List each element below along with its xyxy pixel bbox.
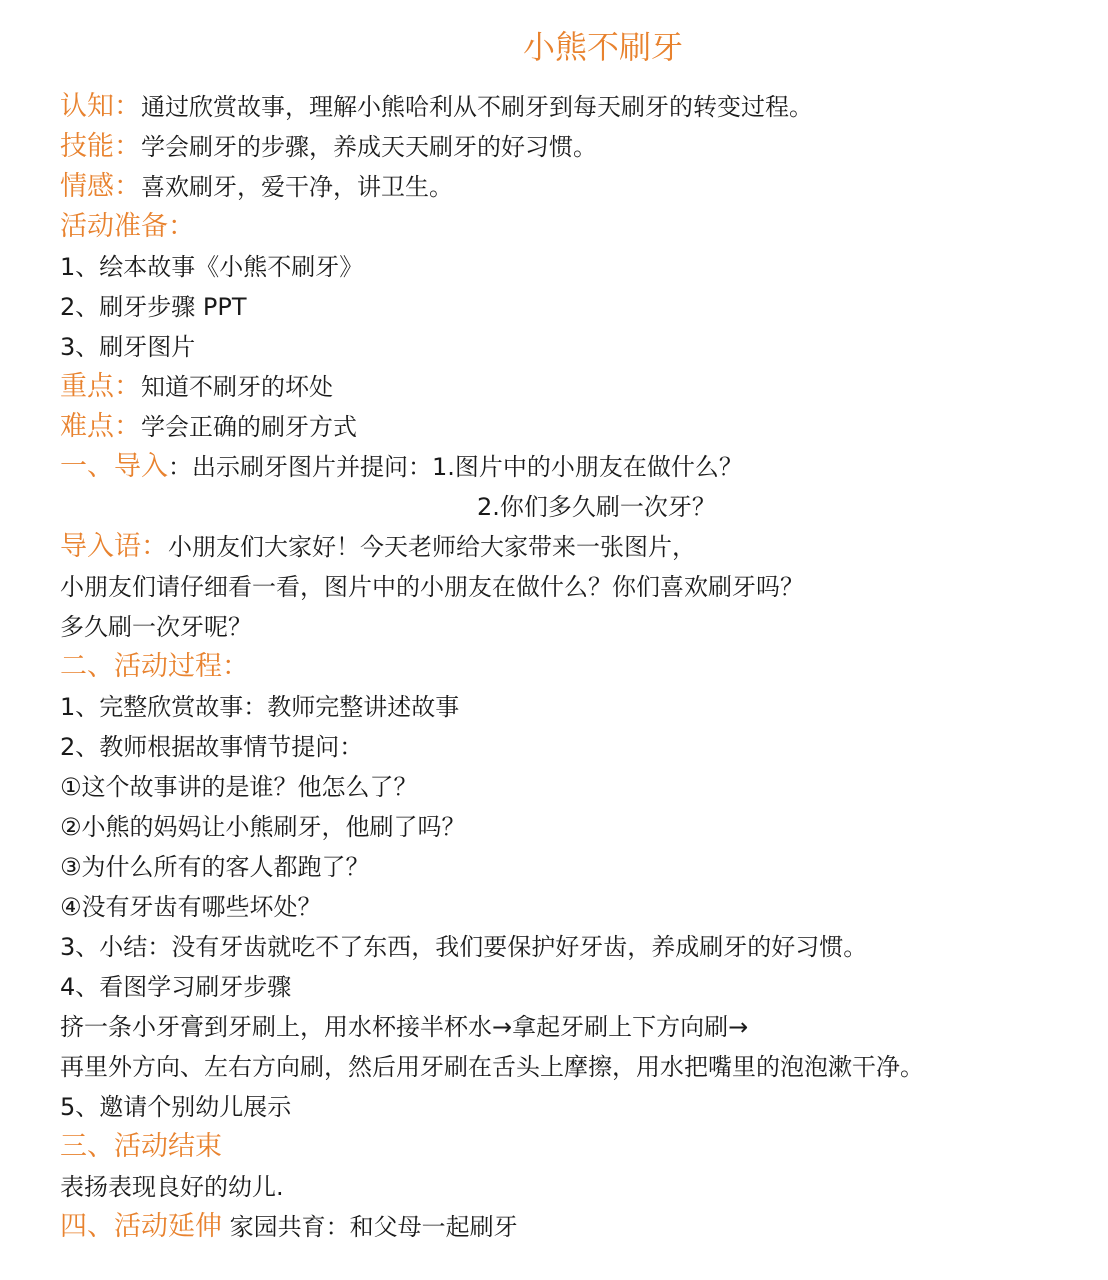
process-line: ④没有牙齿有哪些坏处？ <box>60 893 322 921</box>
process-line: 挤一条小牙膏到牙刷上，用水杯接半杯水→拿起牙刷上下方向刷→ <box>60 1013 749 1041</box>
intro-speech <box>60 527 1088 567</box>
goal-label: 认知： <box>60 91 141 122</box>
goal-skill <box>60 127 1088 167</box>
speech-text: 多久刷一次牙呢？ <box>60 613 252 641</box>
process-line: ②小熊的妈妈让小熊刷牙，他刷了吗？ <box>60 813 466 841</box>
process-line: 3、小结：没有牙齿就吃不了东西，我们要保护好牙齿，养成刷牙的好习惯。 <box>60 933 868 961</box>
process-line: 5、邀请个别幼儿展示 <box>60 1093 292 1121</box>
key-point-text: 知道不刷牙的坏处 <box>141 373 333 401</box>
goal-cognitive <box>60 87 1088 127</box>
intro-line <box>60 447 1088 487</box>
process-line: 再里外方向、左右方向刷，然后用牙刷在舌头上摩擦，用水把嘴里的泡泡漱干净。 <box>60 1053 924 1081</box>
goal-text: 学会刷牙的步骤，养成天天刷牙的好习惯。 <box>141 133 597 161</box>
section-heading: 三、活动结束 <box>60 1131 222 1162</box>
difficulty-text: 学会正确的刷牙方式 <box>141 413 357 441</box>
section-heading: 二、活动过程： <box>60 651 249 682</box>
key-point <box>60 367 1088 407</box>
ending-heading <box>60 1127 1088 1167</box>
process-line: 4、看图学习刷牙步骤 <box>60 973 292 1001</box>
process-line: 2、教师根据故事情节提问： <box>60 733 364 761</box>
prep-item: 2、刷牙步骤 PPT <box>60 293 247 321</box>
extension-text: 家园共育：和父母一起刷牙 <box>229 1213 518 1241</box>
intro-question-2: 2.你们多久刷一次牙？ <box>477 493 716 521</box>
goal-text: 通过欣赏故事，理解小熊哈利从不刷牙到每天刷牙的转变过程。 <box>141 93 813 121</box>
intro-text: ：出示刷牙图片并提问：1.图片中的小朋友在做什么？ <box>168 453 743 481</box>
goal-label: 技能： <box>60 131 141 162</box>
key-point-label: 重点： <box>60 371 141 402</box>
difficulty <box>60 407 1088 447</box>
prep-item: 3、刷牙图片 <box>60 333 196 361</box>
difficulty-label: 难点： <box>60 411 141 442</box>
section-heading: 活动准备： <box>60 211 195 242</box>
prep-item: 1、绘本故事《小熊不刷牙》 <box>60 253 364 281</box>
lesson-body <box>60 87 1088 1247</box>
speech-label: 导入语： <box>60 531 168 562</box>
process-line: ③为什么所有的客人都跑了？ <box>60 853 370 881</box>
goal-emotion <box>60 167 1088 207</box>
section-heading: 四、活动延伸 <box>60 1211 222 1242</box>
goal-text: 喜欢刷牙，爱干净，讲卫生。 <box>141 173 453 201</box>
section-heading: 一、导入 <box>60 451 168 482</box>
prep-heading <box>60 207 1088 247</box>
process-line: ①这个故事讲的是谁？他怎么了？ <box>60 773 418 801</box>
process-line: 1、完整欣赏故事：教师完整讲述故事 <box>60 693 460 721</box>
speech-text: 小朋友们请仔细看一看，图片中的小朋友在做什么？你们喜欢刷牙吗？ <box>60 573 804 601</box>
page-title: 小熊不刷牙 <box>522 28 683 66</box>
extension-line <box>60 1207 1088 1247</box>
goal-label: 情感： <box>60 171 141 202</box>
ending-text: 表扬表现良好的幼儿. <box>60 1173 284 1201</box>
speech-text: 小朋友们大家好！今天老师给大家带来一张图片， <box>168 533 696 561</box>
process-heading <box>60 647 1088 687</box>
